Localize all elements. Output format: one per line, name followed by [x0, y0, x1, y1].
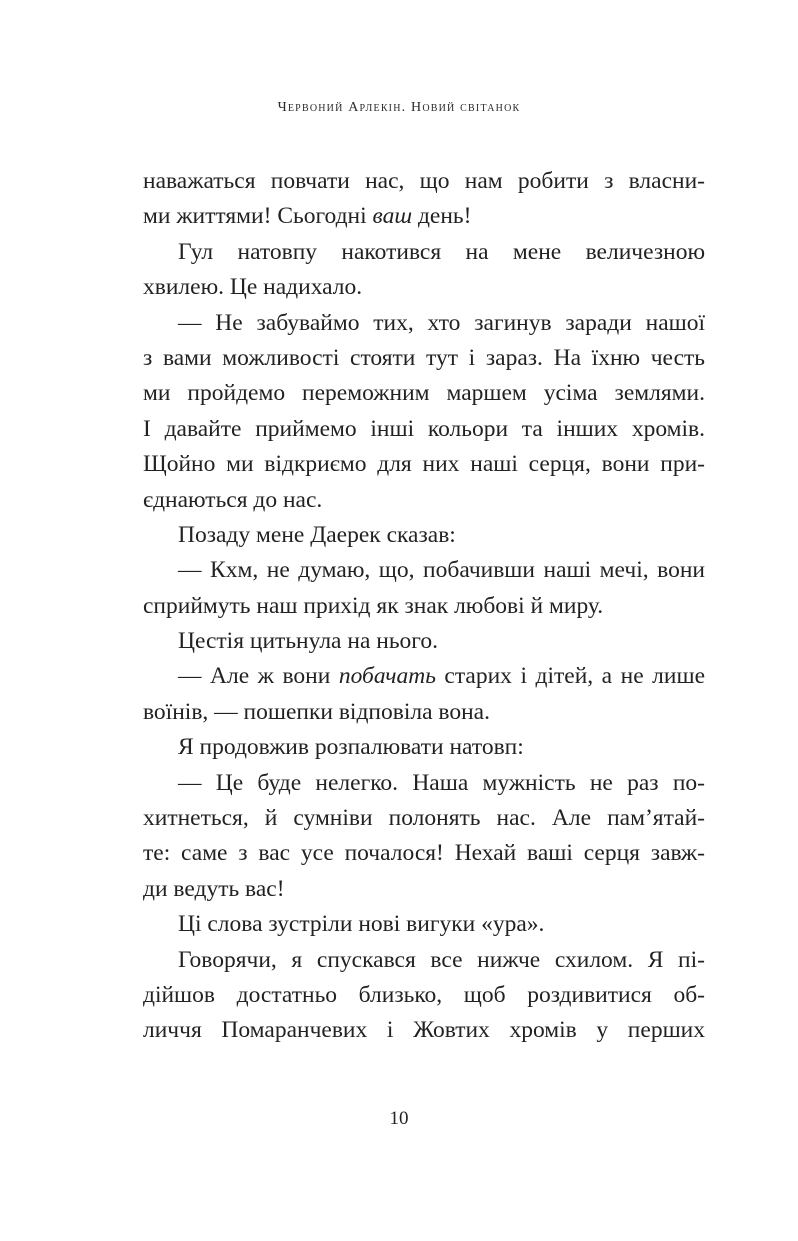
text-line: хвилею. Це надихало.: [143, 274, 363, 301]
text-line: личчя Помаранчевих і Жовтих хромів у перших: [143, 1017, 705, 1044]
text-line: те: саме з вас усе почалося! Нехай ваші серця завж-: [143, 840, 705, 867]
text-line: Гул натовпу накотився на мене величезною: [178, 238, 705, 265]
text-line: Позаду мене Даерек сказав:: [178, 521, 456, 548]
italic-word: побачать: [338, 663, 436, 690]
text-line: І давайте приймемо інші кольори та інших хромів.: [143, 415, 705, 442]
text-line: воїнів, — пошепки відповіла вона.: [143, 698, 490, 725]
text-line: Я продовжив розпалювати натовп:: [178, 734, 524, 761]
page-number: 10: [389, 1108, 409, 1129]
italic-word: ваш: [372, 203, 413, 230]
text-line: Щойно ми відкриємо для них наші серця, вони при-: [143, 451, 705, 478]
body-text: [143, 164, 705, 1049]
text-line: — Але ж вони побачать старих і дітей, а не лише: [178, 663, 706, 690]
text-line: Ці слова зустріли нові вигуки «ура».: [178, 911, 545, 938]
text-line: ди ведуть вас!: [143, 875, 285, 902]
text-line: — Кхм, не думаю, що, побачивши наші мечі, вони: [178, 557, 705, 584]
running-header: Червоний Арлекін. Новий світанок: [277, 100, 521, 115]
text-line: дійшов достатньо близько, щоб роздивитися об-: [143, 981, 705, 1008]
text-line: з вами можливості стояти тут і зараз. На їхню честь: [143, 344, 705, 371]
text-line: — Не забуваймо тих, хто загинув заради нашої: [178, 309, 705, 336]
text-line: хитнеться, й сумніви полонять нас. Але пам’ятай-: [143, 805, 705, 832]
text-line: наважаться повчати нас, що нам робити з власни-: [143, 168, 705, 194]
text-line: ми пройдемо переможним маршем усіма землями.: [143, 380, 705, 407]
text-line: єднаються до нас.: [143, 486, 323, 513]
text-line: Говорячи, я спускався все нижче схилом. Я пі-: [178, 946, 705, 973]
text-line: — Це буде нелегко. Наша мужність не раз по-: [178, 769, 705, 796]
text-line: ми життями! Сьогодні ваш день!: [143, 203, 472, 230]
text-line: сприймуть наш прихід як знак любові й миру.: [143, 592, 604, 619]
text-line: Цестія цитьнула на нього.: [178, 628, 438, 655]
